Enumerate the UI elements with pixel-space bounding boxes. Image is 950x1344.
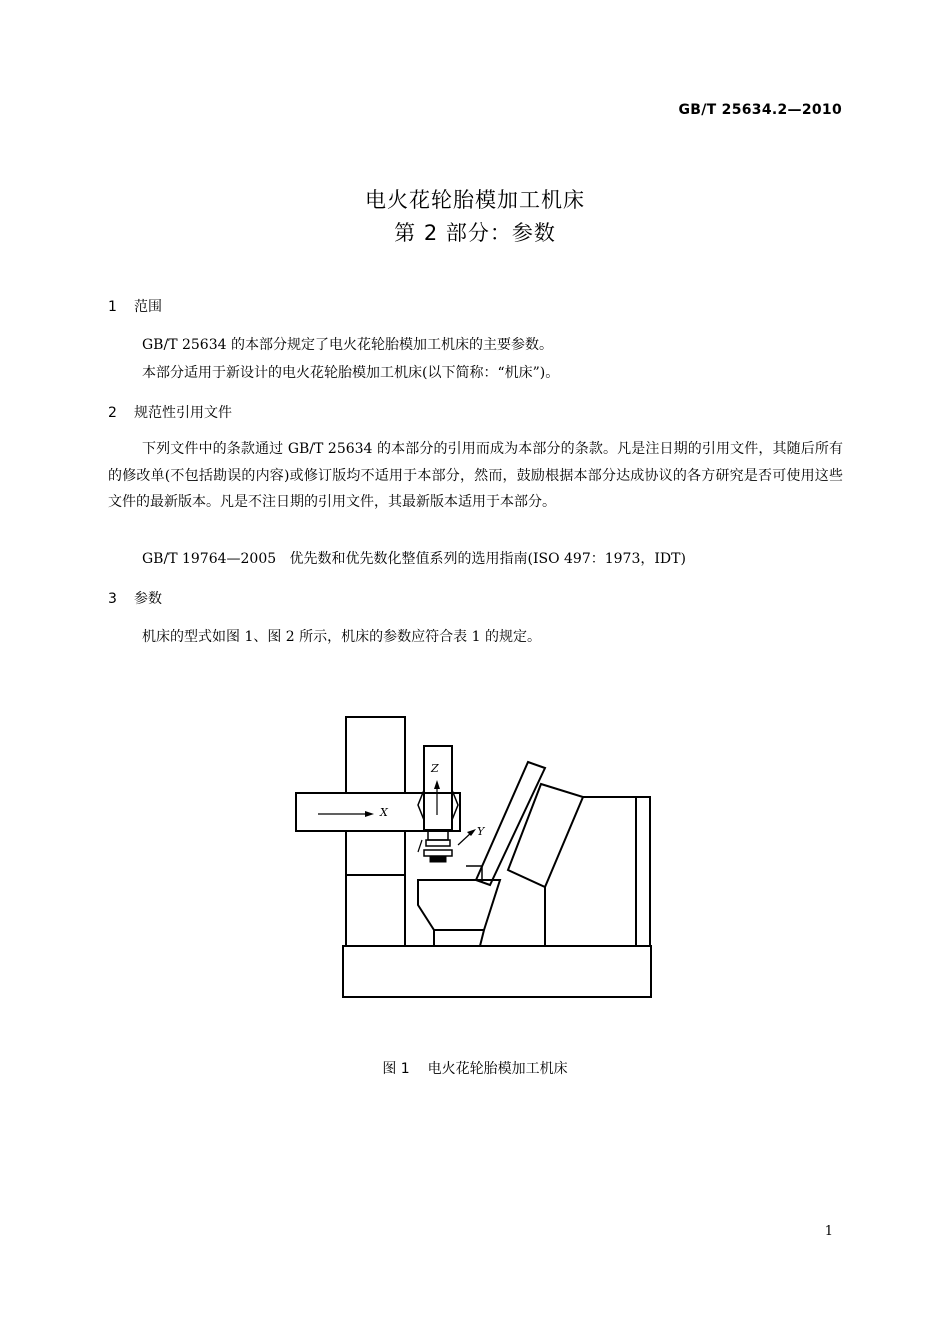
axis-z-label: Z — [431, 762, 439, 775]
normative-paragraph: 下列文件中的条款通过 GB/T 25634 的本部分的引用而成为本部分的条款。凡是注日期的引用文件，其随后所有的修改单(不包括勘误的内容)或修订版均不适用于本部分，然而，鼓励根据本部分达成协议的各方研究是否可使用这些文件的最新版本。凡是不注日期的引用文件，其最新版本适用于本部分。 — [108, 441, 843, 510]
figure-caption-text: 电火花轮胎模加工机床 — [427, 1061, 568, 1077]
section-title: 规范性引用文件 — [134, 405, 232, 421]
scope-paragraph-1: GB/T 25634 的本部分规定了电火花轮胎模加工机床的主要参数。 — [142, 337, 553, 353]
section-number: 3 — [108, 591, 117, 607]
section-number: 1 — [108, 299, 117, 315]
column-top — [346, 717, 405, 793]
scope-paragraph-2: 本部分适用于新设计的电火花轮胎模加工机床(以下简称：“机床”)。 — [142, 365, 560, 381]
standard-number: GB/T 25634.2—2010 — [678, 102, 842, 118]
column-lower — [346, 831, 405, 946]
params-paragraph: 机床的型式如图 1、图 2 所示，机床的参数应符合表 1 的规定。 — [142, 629, 541, 645]
section-number: 2 — [108, 405, 117, 421]
door-panel — [476, 762, 545, 885]
section-title: 参数 — [134, 591, 162, 607]
machine-base — [343, 946, 651, 997]
normative-reference: GB/T 19764—2005 优先数和优先数化整值系列的选用指南(ISO 497：1973，IDT) — [142, 551, 686, 567]
axis-y-label: Y — [477, 825, 485, 838]
crossbeam — [296, 793, 460, 831]
figure-caption — [0, 1058, 950, 1078]
figure-label: 图 1 — [382, 1061, 410, 1077]
section-heading-params — [108, 588, 162, 608]
page-number: 1 — [824, 1224, 833, 1239]
work-tank — [418, 880, 500, 946]
machine-figure — [290, 710, 660, 1010]
section-heading-normative — [108, 402, 232, 422]
axis-x-label: X — [380, 806, 388, 819]
document-subtitle: 第 2 部分：参数 — [394, 221, 556, 245]
door-window — [508, 784, 583, 887]
section-title: 范围 — [134, 299, 162, 315]
document-title: 电火花轮胎模加工机床 — [365, 188, 585, 212]
section-heading-scope — [108, 296, 162, 316]
